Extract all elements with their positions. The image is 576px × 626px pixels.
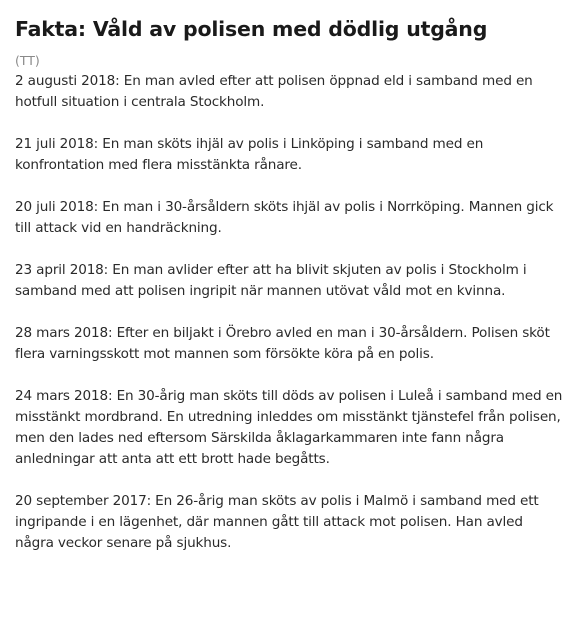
list-item: 24 mars 2018: En 30-årig man sköts till döds av polisen i Luleå i samband med en misstänkt mordbrand. En utredning inleddes om misstänkt tjänstefel från polisen, men den lades ned eftersom Särskilda åklagarkammaren inte fann några anledningar att anta att ett brott hade begåtts. <box>15 388 563 467</box>
list-item: 28 mars 2018: Efter en biljakt i Örebro avled en man i 30-årsåldern. Polisen sköt flera varningsskott mot mannen som försökte köra på en polis. <box>15 325 550 362</box>
list-item: 21 juli 2018: En man sköts ihjäl av polis i Linköping i samband med en konfrontation med flera misstänkta rånare. <box>15 136 484 173</box>
page-title: Fakta: Våld av polisen med dödlig utgång <box>15 17 488 41</box>
list-item: 20 juli 2018: En man i 30-årsåldern sköts ihjäl av polis i Norrköping. Mannen gick till attack vid en handräckning. <box>15 199 554 236</box>
source-label: (TT) <box>15 53 40 68</box>
entry-list <box>15 71 563 554</box>
list-item: 20 september 2017: En 26-årig man sköts av polis i Malmö i samband med ett ingripande i en lägenhet, där mannen gått till attack mot polisen. Han avled några veckor senare på sjukhus. <box>15 493 539 551</box>
list-item: 23 april 2018: En man avlider efter att ha blivit skjuten av polis i Stockholm i samband med att polisen ingripit när mannen utövat våld mot en kvinna. <box>15 262 527 299</box>
list-item: 2 augusti 2018: En man avled efter att polisen öppnad eld i samband med en hotfull situation i centrala Stockholm. <box>15 73 533 110</box>
